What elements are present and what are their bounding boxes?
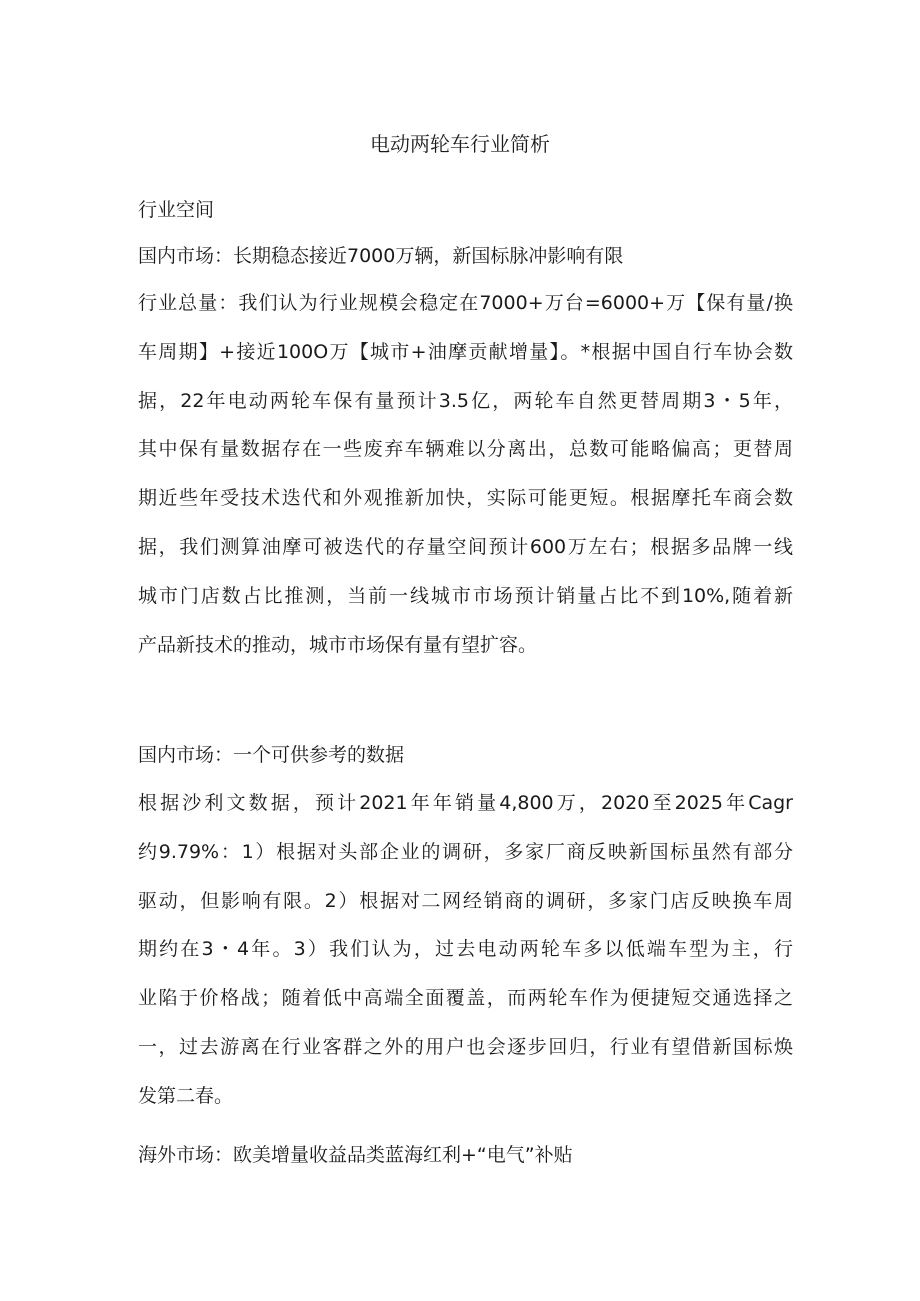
paragraph-sullivan-data [138, 789, 793, 1131]
paragraph-line: 约9.79%：1）根据对头部企业的调研，多家厂商反映新国标虽然有部分 [138, 840, 793, 863]
paragraph-line: 驱动，但影响有限。2）根据对二网经销商的调研，多家门店反映换车周 [138, 889, 793, 912]
paragraph-line: 据，22年电动两轮车保有量预计3.5亿，两轮车自然更替周期3・5年， [138, 389, 793, 412]
paragraph-industry-total [138, 289, 793, 679]
paragraph-line: 据，我们测算油摩可被迭代的存量空间预计600万左右；根据多品牌一线 [138, 535, 793, 558]
paragraph-line: 一，过去游离在行业客群之外的用户也会逐步回归，行业有望借新国标焕 [138, 1035, 793, 1058]
paragraph-line: 行业总量：我们认为行业规模会稳定在7000+万台=6000+万【保有量/换 [138, 292, 793, 314]
subheading-domestic-market: 国内市场：长期稳态接近7000万辆，新国标脉冲影响有限 [138, 245, 624, 267]
paragraph-line: 产品新技术的推动，城市市场保有量有望扩容。 [138, 633, 538, 656]
document-title: 电动两轮车行业简析 [370, 132, 550, 156]
paragraph-line: 根据沙利文数据，预计2021年年销量4,800万，2020至2025年Cagr [138, 792, 793, 814]
paragraph-line: 城市门店数占比推测，当前一线城市市场预计销量占比不到10%,随着新 [138, 584, 793, 607]
paragraph-line: 其中保有量数据存在一些废弃车辆难以分离出，总数可能略偏高；更替周 [138, 438, 793, 461]
paragraph-line: 期约在3・4年。3）我们认为，过去电动两轮车多以低端车型为主，行 [138, 938, 793, 961]
section-heading-overseas-market: 海外市场：欧美增量收益品类蓝海红利+“电气”补贴 [138, 1144, 573, 1166]
paragraph-line: 发第二春。 [138, 1084, 234, 1107]
paragraph-line: 业陷于价格战；随着低中高端全面覆盖，而两轮车作为便捷短交通选择之 [138, 987, 793, 1010]
section-heading-reference-data: 国内市场：一个可供参考的数据 [138, 744, 405, 766]
paragraph-line: 车周期】+接近100O万【城市+油摩贡献增量】。*根据中国自行车协会数 [138, 340, 793, 363]
paragraph-line: 期近些年受技术迭代和外观推新加快，实际可能更短。根据摩托车商会数 [138, 487, 793, 510]
section-heading-industry-space: 行业空间 [138, 199, 215, 221]
